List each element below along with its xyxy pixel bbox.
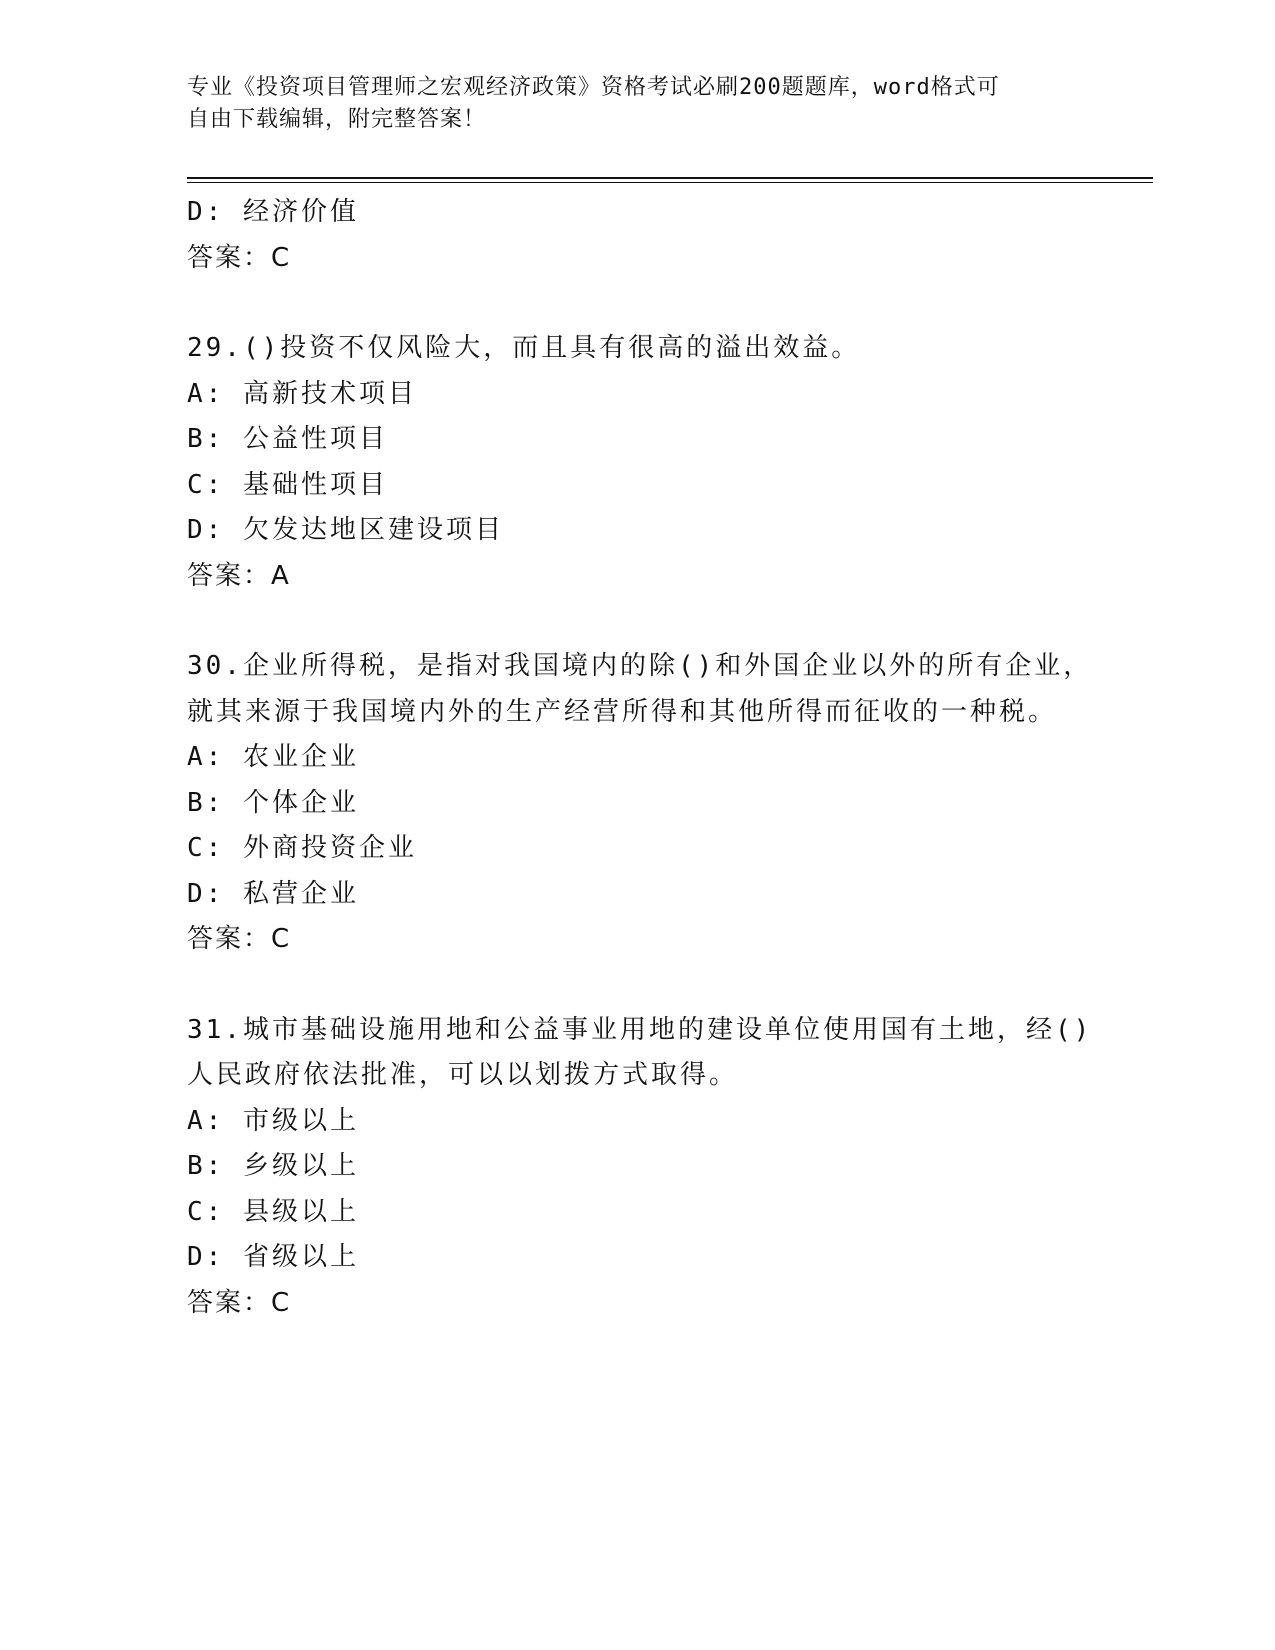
spacer bbox=[187, 599, 1087, 644]
header-line-2: 自由下载编辑，附完整答案！ bbox=[187, 107, 487, 132]
option-b: B: 乡级以上 bbox=[187, 1151, 359, 1181]
option-c: C: 基础性项目 bbox=[187, 469, 388, 500]
question-stem: 29.()投资不仅风险大，而且具有很高的溢出效益。 bbox=[187, 333, 861, 363]
header-divider bbox=[187, 177, 1153, 183]
option-c: C: 县级以上 bbox=[187, 1196, 359, 1227]
option-b: B: 公益性项目 bbox=[187, 424, 388, 454]
question-stem-cont: 人民政府依法批准，可以以划拨方式取得。 bbox=[187, 1060, 739, 1090]
prev-answer: 答案：C bbox=[187, 242, 292, 273]
spacer bbox=[187, 963, 1087, 1008]
spacer bbox=[187, 281, 1087, 326]
option-a: A: 农业企业 bbox=[187, 742, 359, 772]
question-content bbox=[187, 190, 1093, 1326]
answer: 答案：C bbox=[187, 1287, 292, 1318]
answer: 答案：A bbox=[187, 560, 291, 591]
question-stem: 30.企业所得税，是指对我国境内的除()和外国企业以外的所有企业， bbox=[187, 651, 1093, 681]
prev-option-d: D: 经济价值 bbox=[187, 197, 359, 227]
answer: 答案：C bbox=[187, 924, 292, 954]
question-stem: 31.城市基础设施用地和公益事业用地的建设单位使用国有土地，经() bbox=[187, 1014, 1093, 1045]
option-d: D: 欠发达地区建设项目 bbox=[187, 515, 504, 545]
option-c: C: 外商投资企业 bbox=[187, 833, 417, 863]
question-29 bbox=[187, 326, 1087, 599]
option-a: A: 市级以上 bbox=[187, 1105, 359, 1136]
question-31 bbox=[187, 1008, 1093, 1327]
option-a: A: 高新技术项目 bbox=[187, 378, 417, 409]
question-stem-cont: 就其来源于我国境内外的生产经营所得和其他所得而征收的一种税。 bbox=[187, 696, 1058, 727]
option-d: D: 私营企业 bbox=[187, 878, 359, 909]
question-30 bbox=[187, 644, 1093, 963]
option-d: D: 省级以上 bbox=[187, 1242, 359, 1272]
header-line-1: 专业《投资项目管理师之宏观经济政策》资格考试必刷200题题库，word格式可 bbox=[187, 75, 1000, 100]
option-b: B: 个体企业 bbox=[187, 787, 359, 818]
page-header bbox=[187, 72, 1067, 136]
